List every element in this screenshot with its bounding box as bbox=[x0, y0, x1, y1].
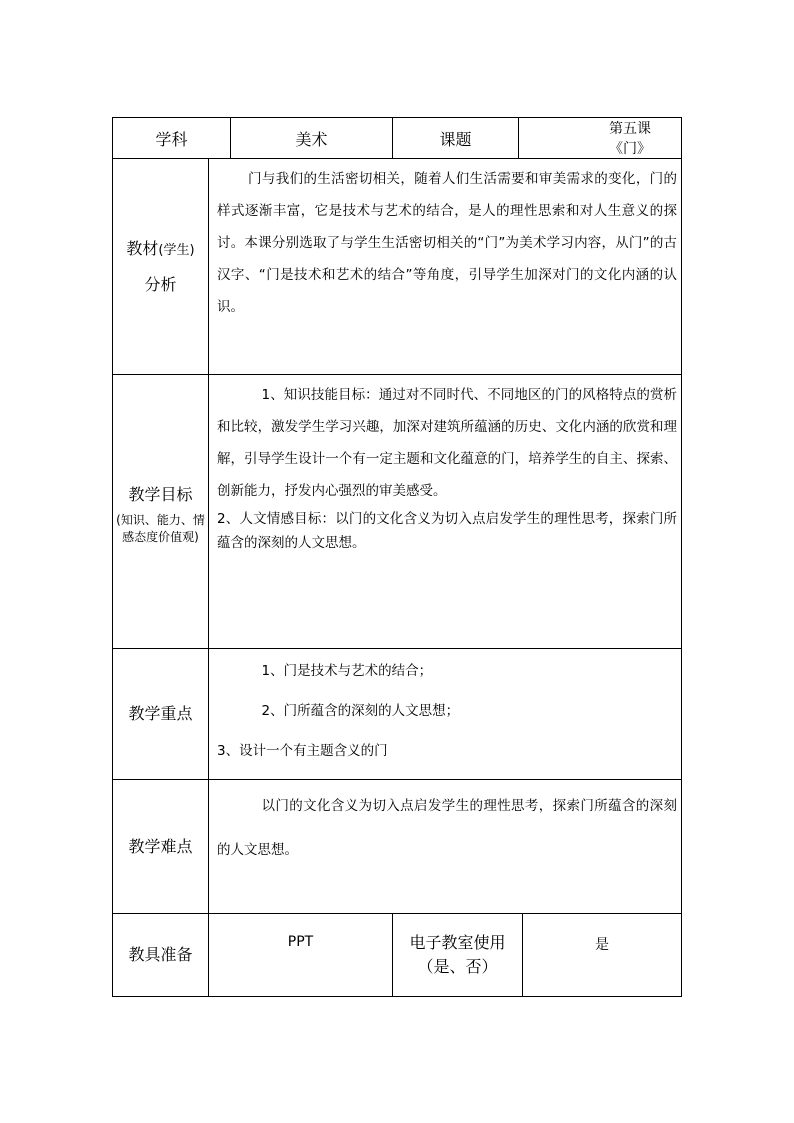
subject-value: 美术 bbox=[231, 118, 393, 159]
topic-value: 第五课 《门》 bbox=[519, 118, 682, 159]
difficulty-label: 教学难点 bbox=[113, 780, 209, 914]
key-point-1: 1、门是技术与艺术的结合； bbox=[261, 663, 433, 679]
lesson-plan-table bbox=[112, 117, 682, 997]
analysis-label-main: 教材 bbox=[126, 238, 159, 258]
subject-label: 学科 bbox=[113, 118, 231, 159]
analysis-label-sub: 分析 bbox=[144, 274, 177, 294]
analysis-label-paren: (学生) bbox=[158, 242, 195, 258]
analysis-text: 门与我们的生活密切相关，随着人们生活需要和审美需求的变化，门的样式逐渐丰富，它是技术与艺术的结合，是人的理性思索和对人生意义的探讨。本课分别选取了与学生生活密切相关的“门”为美术学习内容，从门”的古汉字、“门是技术和艺术的结合”等角度，引导学生加深对门的文化内涵的认识。 bbox=[217, 171, 678, 315]
ecr-value: 是 bbox=[523, 914, 682, 997]
tools-row bbox=[113, 914, 682, 997]
goals-row bbox=[113, 375, 682, 649]
difficulty-content bbox=[209, 780, 682, 914]
analysis-label bbox=[113, 159, 209, 375]
key-point-3: 3、设计一个有主题含义的门 bbox=[217, 743, 388, 759]
goals-content bbox=[209, 375, 682, 649]
analysis-row bbox=[113, 159, 682, 375]
key-points-label: 教学重点 bbox=[113, 649, 209, 780]
goals-item-2: 2、人文情感目标：以门的文化含义为切入点启发学生的理性思考，探索门所蕴含的深刻的人文思想。 bbox=[217, 511, 678, 551]
goals-label-sub: (知识、能力、情感态度价值观) bbox=[116, 512, 205, 544]
topic-label: 课题 bbox=[393, 118, 519, 159]
goals-label bbox=[113, 375, 209, 649]
difficulty-text: 以门的文化含义为切入点启发学生的理性思考，探索门所蕴含的深刻的人文思想。 bbox=[217, 798, 678, 858]
goals-item-1: 1、知识技能目标：通过对不同时代、不同地区的门的风格特点的赏析和比较，激发学生学习兴趣，加深对建筑所蕴涵的历史、文化内涵的欣赏和理解，引导学生设计一个有一定主题和文化蕴意的门，培养学生的自主、探索、创新能力，抒发内心强烈的审美感受。 bbox=[217, 387, 678, 499]
header-row bbox=[113, 118, 682, 159]
analysis-content bbox=[209, 159, 682, 375]
goals-label-main: 教学目标 bbox=[128, 484, 193, 504]
lesson-plan-sheet bbox=[112, 117, 681, 976]
difficulty-row bbox=[113, 780, 682, 914]
tools-label: 教具准备 bbox=[113, 914, 209, 997]
key-points-content bbox=[209, 649, 682, 780]
key-points-row bbox=[113, 649, 682, 780]
key-point-2: 2、门所蕴含的深刻的人文思想； bbox=[261, 703, 460, 719]
tools-value: PPT bbox=[209, 914, 393, 997]
ecr-label: 电子教室使用（是、否） bbox=[393, 914, 523, 997]
